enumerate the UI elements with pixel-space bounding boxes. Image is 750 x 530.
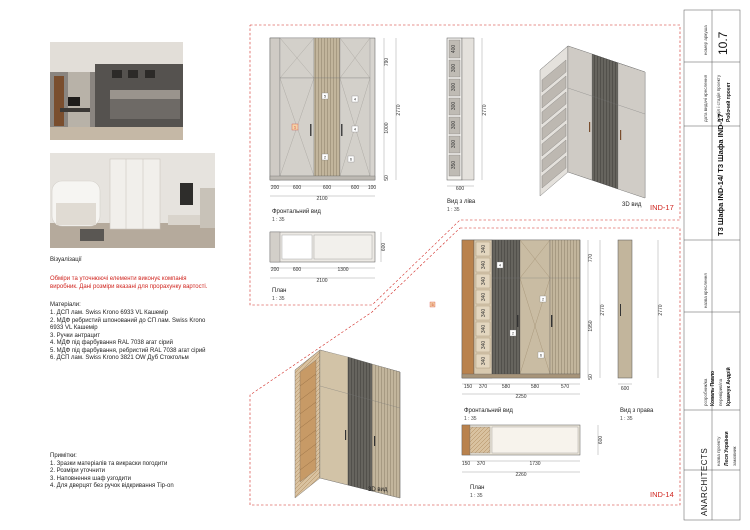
ind14-plan-width: 1730 bbox=[529, 461, 541, 467]
drawing-name: Т3 Шафа IND-14/ Т3 Шафа IND-17 bbox=[716, 113, 725, 236]
ind17-dim-width: 600 bbox=[292, 185, 302, 191]
notes-title: Примітки: bbox=[50, 453, 77, 459]
ind17-plan-view bbox=[270, 232, 387, 284]
ind14-dim-right-depth: 600 bbox=[620, 386, 630, 392]
materials-title: Матеріали: bbox=[50, 302, 81, 308]
ind14-right-scale: 1 : 35 bbox=[620, 416, 633, 422]
ind17-left-label: Вид з ліва bbox=[447, 199, 476, 205]
ind17-part-label: 6 bbox=[349, 156, 353, 162]
ind17-dim-shelf: 350 bbox=[451, 160, 457, 170]
ind14-dim-shelf: 340 bbox=[481, 308, 487, 318]
ind17-plan-total: 2100 bbox=[316, 278, 328, 284]
ind17-dim-width: 200 bbox=[270, 185, 280, 191]
ind14-front-label: Фронтальний вид bbox=[464, 408, 513, 414]
ind14-plan-total: 2260 bbox=[515, 472, 527, 478]
manufacturer-note-line-1: Обміри та уточнюючі елементи виконує компанія bbox=[50, 276, 187, 282]
note-item: 2. Розміри уточнити bbox=[50, 468, 106, 474]
ind17-dim-shelf: 300 bbox=[451, 120, 457, 130]
ind17-3d-view bbox=[540, 46, 645, 198]
ind14-dim-shelf: 340 bbox=[481, 244, 487, 254]
material-item: 6. ДСП лам. Swiss Krono 3821 OW Дуб Стокгольм bbox=[50, 355, 189, 361]
ind17-dim-shelf: 300 bbox=[451, 63, 457, 73]
ind17-dim-left-height: 2770 bbox=[482, 104, 488, 116]
ind17-dim-shelf: 400 bbox=[451, 44, 457, 54]
ind17-part-label: 1 bbox=[293, 124, 297, 130]
ind14-front-scale: 1 : 35 bbox=[464, 416, 477, 422]
material-item: 1. ДСП лам. Swiss Krono 6933 VL Кашемір bbox=[50, 310, 168, 316]
ind14-right-view bbox=[618, 240, 664, 392]
ind17-part-label: 4 bbox=[353, 96, 357, 102]
ind17-part-label: 5 bbox=[323, 93, 327, 99]
ind17-3d-label: 3D вид bbox=[622, 202, 642, 208]
ind17-dim-width: 600 bbox=[322, 185, 332, 191]
ind14-dim-shelf: 340 bbox=[481, 340, 487, 350]
ind14-part-label: 4 bbox=[498, 262, 502, 268]
ind17-dim-h-mid: 1000 bbox=[384, 122, 390, 134]
manufacturer-note-line-2: виробник. Дані розміри вказані для прорахунку вартості. bbox=[50, 283, 208, 290]
ind17-plan-width: 1300 bbox=[337, 267, 349, 273]
ind17-plan-label: План bbox=[272, 288, 287, 294]
ind14-dim-width: 580 bbox=[530, 384, 540, 390]
ind14-front-view bbox=[430, 240, 606, 400]
ind17-left-scale: 1 : 35 bbox=[447, 207, 460, 213]
drawing-name-label: назва креслення bbox=[703, 273, 708, 308]
sheet-number-label: номер аркуша bbox=[703, 25, 708, 55]
ind17-left-view bbox=[447, 38, 488, 192]
project-label: назва проекту bbox=[716, 436, 721, 466]
ind17-dim-shelf: 300 bbox=[451, 82, 457, 92]
ind14-dim-shelf: 340 bbox=[481, 356, 487, 366]
material-item: 5. МДФ під фарбування, ребристий RAL 7038 агат сірий bbox=[50, 347, 206, 354]
developer-label: розробник/ка bbox=[703, 378, 708, 406]
ind14-part-label: 2 bbox=[511, 330, 515, 336]
ind14-plan-label: План bbox=[470, 485, 485, 491]
ind14-plan-depth: 600 bbox=[598, 435, 604, 445]
ind17-dim-shelf: 300 bbox=[451, 139, 457, 149]
ind14-3d-view bbox=[295, 350, 400, 498]
ind14-plan-scale: 1 : 35 bbox=[470, 493, 483, 499]
ind14-3d-label: 3D вид bbox=[368, 487, 388, 493]
ind14-dim-height: 2770 bbox=[600, 304, 606, 316]
ind17-front-scale: 1 : 35 bbox=[272, 217, 285, 223]
developer-name: Коваль Павло bbox=[710, 370, 716, 406]
customer-label: замовник bbox=[732, 446, 737, 466]
ind14-dim-shelf: 340 bbox=[481, 324, 487, 334]
material-item: 2. МДФ ребристий шпонований до СП лам. Swiss Krono bbox=[50, 317, 206, 324]
ind17-dim-shelf: 300 bbox=[451, 101, 457, 111]
ind14-dim-h-mid: 1950 bbox=[588, 320, 594, 332]
ind17-dim-width: 100 bbox=[367, 185, 377, 191]
ind14-dim-shelf: 340 bbox=[481, 260, 487, 270]
ind17-dim-height: 2770 bbox=[396, 104, 402, 116]
ind17-plan-depth: 600 bbox=[381, 242, 387, 252]
sheet-number: 10.7 bbox=[716, 31, 730, 55]
ind14-plan-width: 150 bbox=[461, 461, 471, 467]
date-label: дата видачі креслення bbox=[703, 74, 708, 122]
ind14-dim-width: 150 bbox=[463, 384, 473, 390]
ind14-dim-shelf: 340 bbox=[481, 292, 487, 302]
ind14-part-label: 2 bbox=[541, 296, 545, 302]
ind14-dim-shelf: 340 bbox=[481, 276, 487, 286]
ind14-dim-right-height: 2770 bbox=[658, 304, 664, 316]
ind17-dim-h-top: 790 bbox=[384, 57, 390, 67]
ind17-dim-total-width: 2100 bbox=[316, 196, 328, 202]
ind14-dim-width: 370 bbox=[478, 384, 488, 390]
ind14-dim-total-width: 2250 bbox=[515, 394, 527, 400]
ind17-dim-h-base: 50 bbox=[384, 175, 390, 181]
ind14-dim-width: 570 bbox=[560, 384, 570, 390]
ind14-plan-width: 370 bbox=[476, 461, 486, 467]
ind17-plan-width: 600 bbox=[292, 267, 302, 273]
ind17-dim-left-depth: 600 bbox=[455, 186, 465, 192]
ind14-plan-view bbox=[462, 425, 604, 478]
ind17-part-label: 4 bbox=[353, 126, 357, 132]
ind17-plan-scale: 1 : 35 bbox=[272, 296, 285, 302]
section-value: Робочий проект bbox=[726, 82, 732, 122]
material-item: 3. Ручки антрацит bbox=[50, 332, 101, 339]
section-label: розділ і стадія проекту bbox=[716, 74, 721, 122]
material-item: 4. МДФ під фарбування RAL 7038 агат сірий bbox=[50, 340, 174, 346]
material-item: 6933 VL Кашемір bbox=[50, 325, 98, 331]
note-item: 4. Для дверцят без ручок відкривання Tip-on bbox=[50, 483, 174, 489]
note-item: 3. Наповнення шаф узгодити bbox=[50, 475, 132, 482]
checker-label: перевірив/ла bbox=[718, 378, 723, 406]
note-item: 1. Зразки матеріалів та викраски погодити bbox=[50, 460, 168, 467]
ind14-right-label: Вид з права bbox=[620, 408, 654, 414]
project-name: Леся Українки bbox=[724, 431, 730, 466]
company-logo: ANARCHITECTS bbox=[700, 447, 709, 516]
ind17-part-label: 2 bbox=[323, 154, 327, 160]
ind17-front-view bbox=[270, 38, 402, 202]
ind17-tag: IND-17 bbox=[650, 203, 674, 212]
ind14-dim-h-base: 50 bbox=[588, 374, 594, 380]
ind17-dim-width: 600 bbox=[350, 185, 360, 191]
checker-name: Кравчук Андрій bbox=[726, 367, 732, 406]
ind14-dim-h-top: 770 bbox=[588, 253, 594, 263]
ind14-tag: IND-14 bbox=[650, 490, 674, 499]
ind14-part-label: 5 bbox=[431, 303, 434, 307]
visualization-label: Візуалізації bbox=[50, 257, 82, 263]
ind14-part-label: 6 bbox=[539, 352, 543, 358]
ind14-dim-width: 580 bbox=[501, 384, 511, 390]
ind17-plan-width: 200 bbox=[270, 267, 280, 273]
ind17-front-label: Фронтальний вид bbox=[272, 209, 321, 215]
